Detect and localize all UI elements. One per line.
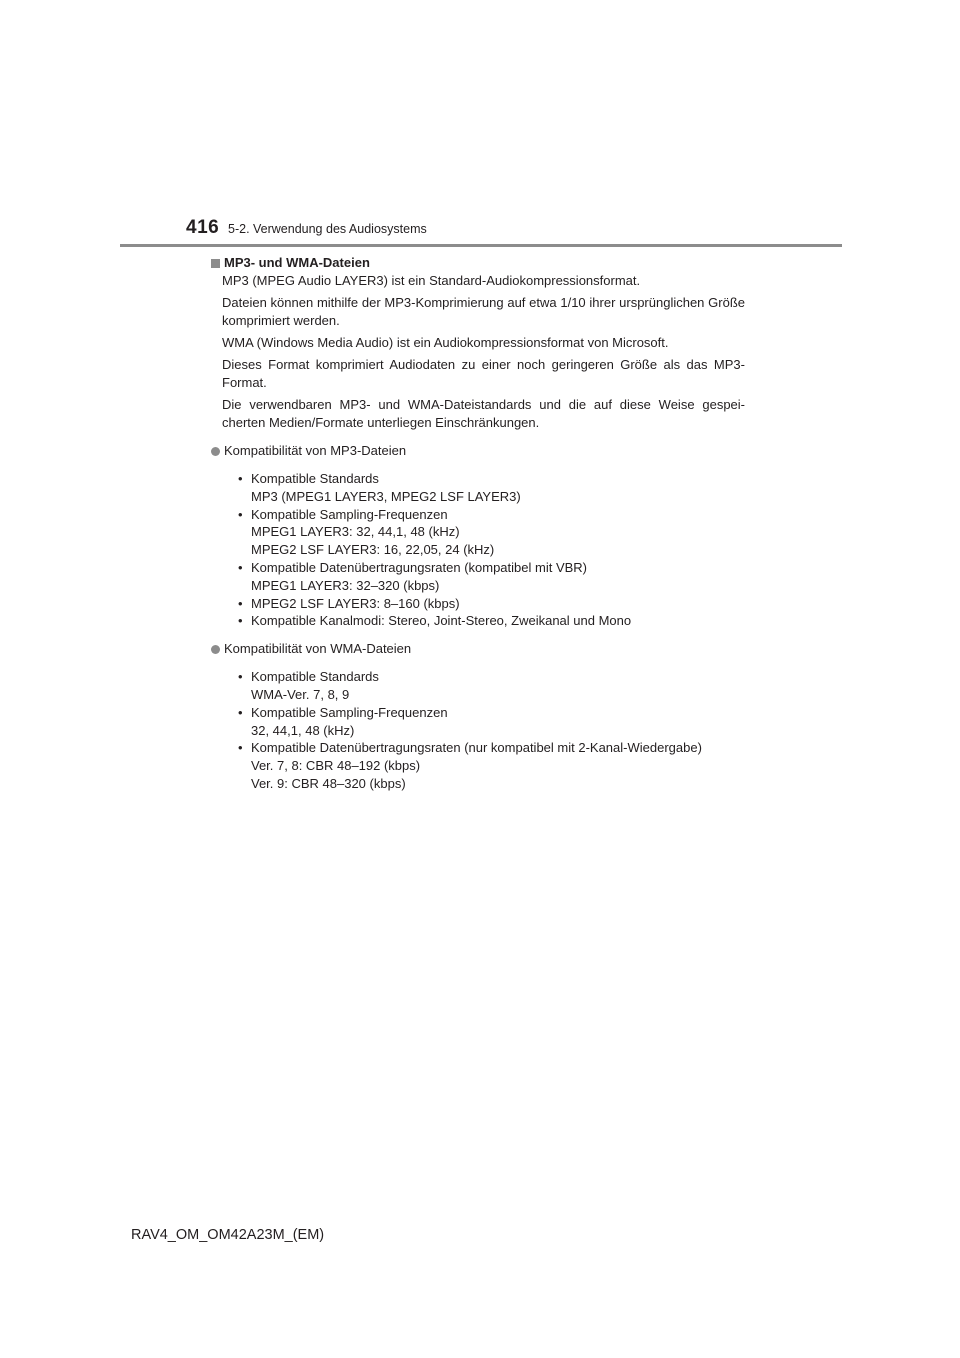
list-item-label: Kompatible Sampling-Frequenzen xyxy=(251,704,448,720)
list-item xyxy=(211,559,745,595)
list-item-detail: Ver. 9: CBR 48–320 (kbps) xyxy=(251,775,406,791)
list-item-detail: 32, 44,1, 48 (kHz) xyxy=(251,722,355,738)
paragraph: Die verwendbaren MP3- und WMA-Dateistandards und die auf diese Weise gespei-cherten Medien/Formate unterliegen Einschränkungen. xyxy=(222,397,745,430)
list-item-label: Kompatible Standards xyxy=(251,669,379,685)
document-code: RAV4_OM_OM42A23M_(EM) xyxy=(131,1227,325,1243)
paragraph: WMA (Windows Media Audio) ist ein Audiokompressionsformat von Microsoft. xyxy=(222,335,669,350)
bullet-dot: • xyxy=(238,595,243,611)
bullet-dot: • xyxy=(238,740,243,756)
section-title: 5-2. Verwendung des Audiosystems xyxy=(228,222,427,236)
square-bullet-icon xyxy=(211,259,220,268)
list-item-detail: Ver. 7, 8: CBR 48–192 (kbps) xyxy=(251,758,421,774)
bullet-dot: • xyxy=(238,613,243,629)
list-item xyxy=(211,470,745,506)
list-item xyxy=(211,612,745,630)
list-item-label: MPEG2 LSF LAYER3: 8–160 (kbps) xyxy=(251,595,460,611)
page-number: 416 xyxy=(186,217,220,238)
list-item-detail: MPEG1 LAYER3: 32–320 (kbps) xyxy=(251,577,440,593)
wma-compat-title: Kompatibilität von WMA-Dateien xyxy=(224,641,412,657)
mp3-compat-title: Kompatibilität von MP3-Dateien xyxy=(224,443,407,458)
list-item-label: Kompatible Sampling-Frequenzen xyxy=(251,506,448,522)
list-item xyxy=(211,704,745,740)
list-item xyxy=(211,595,745,613)
list-item xyxy=(211,668,745,704)
bullet-dot: • xyxy=(238,506,243,522)
paragraph: Dateien können mithilfe der MP3-Komprimierung auf etwa 1/10 ihrer ursprünglichen Größe komprimiert werden. xyxy=(222,295,745,328)
page-header xyxy=(0,0,960,250)
list-item-label: Kompatible Datenübertragungsraten (nur kompatibel mit 2-Kanal-Wiedergabe) xyxy=(251,740,702,756)
list-item xyxy=(211,506,745,559)
wma-compat-list xyxy=(211,668,745,793)
paragraph: MP3 (MPEG Audio LAYER3) ist ein Standard-Audiokompressionsformat. xyxy=(222,273,641,288)
mp3-compat-heading xyxy=(211,442,745,460)
list-item-detail: MP3 (MPEG1 LAYER3, MPEG2 LSF LAYER3) xyxy=(251,488,521,504)
wma-compat-heading xyxy=(211,640,745,658)
bullet-dot: • xyxy=(238,559,243,575)
section-heading xyxy=(211,254,745,272)
list-item-label: Kompatible Kanalmodi: Stereo, Joint-Stereo, Zweikanal und Mono xyxy=(251,613,632,629)
section-heading-text: MP3- und WMA-Dateien xyxy=(224,255,370,270)
circle-bullet-icon xyxy=(211,645,220,654)
bullet-dot: • xyxy=(238,471,243,486)
list-item-label: Kompatible Standards xyxy=(251,471,379,486)
list-item-detail: WMA-Ver. 7, 8, 9 xyxy=(251,686,350,702)
list-item-detail: MPEG2 LSF LAYER3: 16, 22,05, 24 (kHz) xyxy=(251,542,495,558)
list-item xyxy=(211,739,745,792)
page-content xyxy=(211,254,745,793)
bullet-dot: • xyxy=(238,704,243,720)
header-divider xyxy=(120,244,842,247)
list-item-detail: MPEG1 LAYER3: 32, 44,1, 48 (kHz) xyxy=(251,524,460,540)
mp3-compat-list xyxy=(211,470,745,630)
paragraph: Dieses Format komprimiert Audiodaten zu einer noch geringeren Größe als das MP3-Format. xyxy=(222,357,745,390)
circle-bullet-icon xyxy=(211,447,220,456)
list-item-label: Kompatible Datenübertragungsraten (kompatibel mit VBR) xyxy=(251,559,588,575)
bullet-dot: • xyxy=(238,669,243,685)
